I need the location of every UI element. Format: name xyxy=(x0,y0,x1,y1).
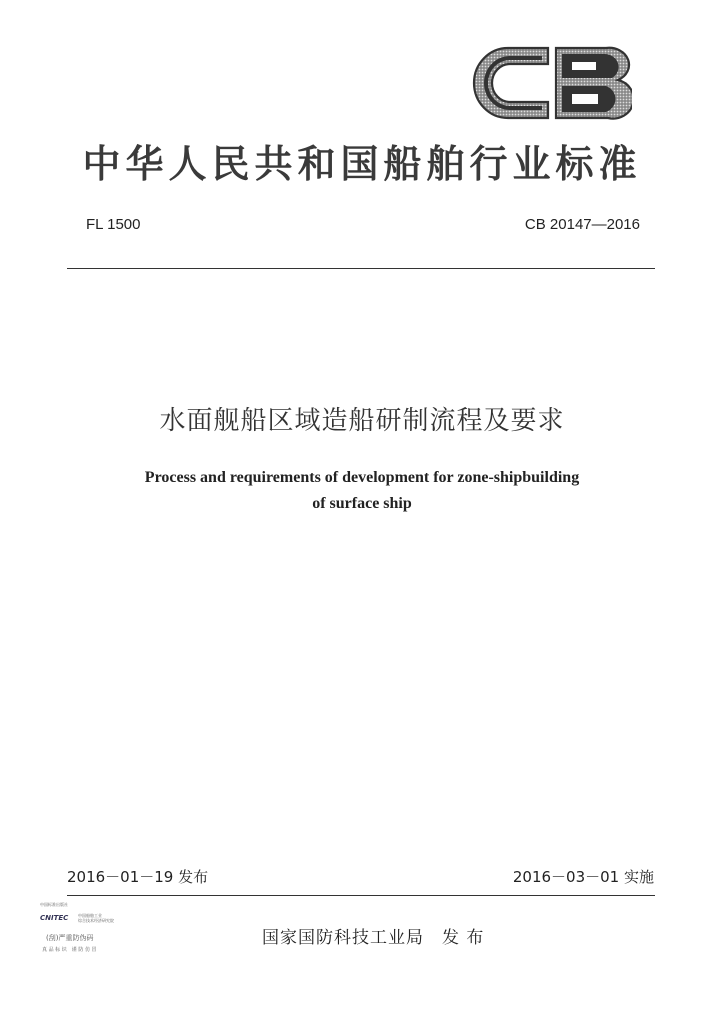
stamp-org-line1: 中国船舶工业 xyxy=(78,913,102,918)
cb-logo xyxy=(472,44,632,122)
classification-code: FL 1500 xyxy=(86,216,141,233)
stamp-header-text: 中国标准出版社 xyxy=(40,902,68,907)
effective-date: 2016－03－01 实施 xyxy=(512,868,654,886)
issuing-authority: 国家国防科技工业局 发 布 xyxy=(262,928,485,948)
stamp-org-line2: 综合技术经济研究院 xyxy=(78,918,114,923)
anti-counterfeit-stamp xyxy=(40,902,156,956)
document-title-english-line1: Process and requirements of development for zone-shipbuilding xyxy=(144,469,580,486)
stamp-code-box: (刮)严重防伪码 xyxy=(46,934,94,942)
standard-category-title: 中华人民共和国船舶行业标准 xyxy=(82,142,642,186)
header-divider xyxy=(67,268,655,269)
document-title-chinese: 水面舰船区域造船研制流程及要求 xyxy=(159,406,565,436)
document-title-english-line2: of surface ship xyxy=(312,495,412,512)
standard-number: CB 20147—2016 xyxy=(524,216,640,233)
stamp-logo: CNITEC xyxy=(40,914,69,922)
stamp-organization xyxy=(78,913,114,923)
issue-date: 2016－01－19 发布 xyxy=(67,868,209,886)
document-title-english xyxy=(0,465,724,517)
footer-divider xyxy=(67,895,655,896)
stamp-authenticity-text: 真 品 标 识 谨 防 仿 冒 xyxy=(42,947,97,953)
